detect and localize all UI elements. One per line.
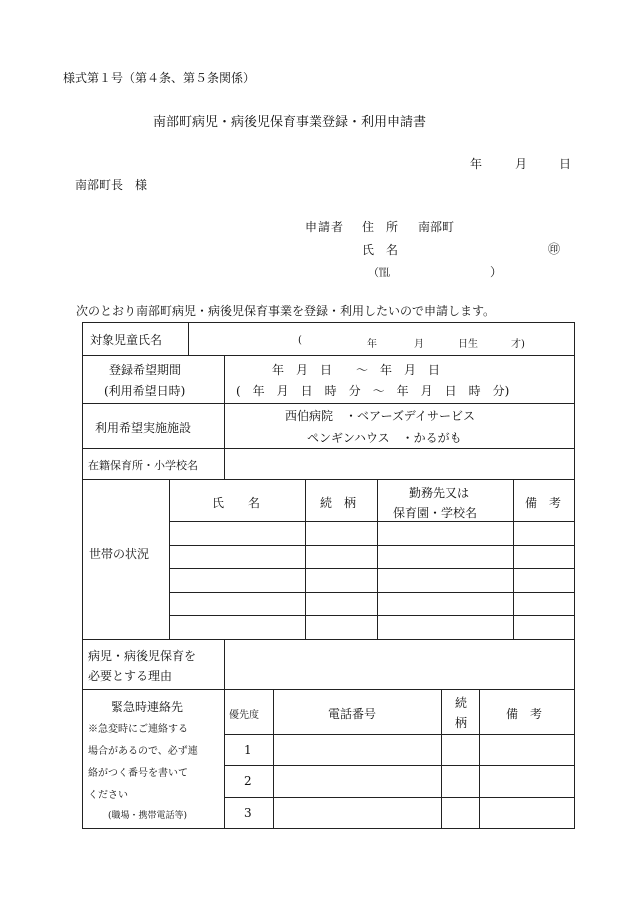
row-line (169, 545, 575, 546)
row-line (224, 765, 575, 766)
row-line (169, 615, 575, 616)
priority-3: 3 (244, 806, 252, 820)
household-header-remarks: 備 考 (525, 496, 562, 510)
row-line (224, 734, 575, 735)
emergency-header-relation-1: 続 (455, 696, 468, 710)
birth-year: 年 (367, 339, 377, 350)
row-line (169, 521, 575, 522)
row-line (82, 403, 575, 404)
emergency-note-4: ください (88, 790, 128, 801)
facility-options-1: 西伯病院 ・ベアーズデイサービス (285, 409, 475, 423)
birth-open: ( (298, 335, 302, 346)
reason-sublabel: 必要とする理由 (88, 669, 173, 683)
household-header-name: 氏 名 (212, 496, 261, 510)
emergency-label: 緊急時連絡先 (111, 700, 184, 714)
col-line (441, 689, 442, 829)
priority-1: 1 (244, 743, 252, 757)
form-number: 様式第１号（第４条、第５条関係） (63, 71, 256, 85)
household-header-relation: 続 柄 (320, 496, 357, 510)
emergency-header-phone: 電話番号 (328, 707, 377, 721)
page-title: 南部町病児・病後児保育事業登録・利用申請書 (153, 115, 427, 130)
school-label: 在籍保育所・小学校名 (88, 459, 198, 472)
row-line (169, 568, 575, 569)
intro-text: 次のとおり南部町病児・病後児保育事業を登録・利用したいので申請します。 (76, 304, 496, 318)
address-label: 住 所 (362, 220, 399, 234)
emergency-note-2: 場合があるので、必ず連 (88, 746, 198, 757)
tel-close: ） (490, 265, 503, 279)
birth-age: 才) (511, 339, 525, 350)
tel-open: （℡ (368, 266, 390, 279)
period-sublabel: (利用希望日時) (104, 384, 186, 398)
date-year-label: 年 (470, 157, 483, 171)
row-line (82, 689, 575, 690)
emergency-header-remarks: 備 考 (506, 707, 543, 721)
date-day-label: 日 (559, 157, 572, 171)
row-line (82, 639, 575, 640)
addressee: 南部町長 様 (75, 178, 148, 192)
child-name-label: 対象児童氏名 (90, 333, 163, 347)
period-date-line: 年 月 日 ～ 年 月 日 (272, 363, 441, 377)
emergency-note-3: 絡がつく番号を書いて (88, 768, 188, 779)
col-line (188, 322, 189, 355)
name-label: 氏 名 (362, 243, 399, 257)
emergency-header-priority: 優先度 (229, 710, 259, 721)
period-datetime-line: ( 年 月 日 時 分 ～ 年 月 日 時 分) (236, 384, 510, 398)
period-label: 登録希望期間 (109, 363, 182, 377)
address-value: 南部町 (418, 220, 455, 234)
birth-day: 日生 (458, 339, 478, 350)
row-line (169, 592, 575, 593)
row-line (224, 797, 575, 798)
col-line (273, 689, 274, 829)
reason-label: 病児・病後児保育を (88, 649, 197, 663)
applicant-label: 申請者 (305, 220, 345, 234)
household-header-work-1: 勤務先又は (409, 486, 470, 500)
row-line (82, 355, 575, 356)
birth-month: 月 (414, 339, 424, 350)
facility-options-2: ペンギンハウス ・かるがも (307, 431, 462, 445)
row-line (82, 479, 575, 480)
emergency-header-relation-2: 柄 (455, 716, 468, 730)
emergency-note-1: ※急変時にご連絡する (88, 724, 188, 735)
col-line (224, 355, 225, 479)
priority-2: 2 (244, 774, 252, 788)
emergency-note-5: (職場・携帯電話等) (108, 811, 188, 821)
row-line (82, 448, 575, 449)
household-header-work-2: 保育園・学校名 (393, 506, 478, 520)
household-label: 世帯の状況 (89, 547, 150, 561)
col-line (479, 689, 480, 829)
date-month-label: 月 (515, 157, 528, 171)
seal-mark: ㊞ (548, 242, 561, 256)
facility-label: 利用希望実施施設 (95, 421, 192, 435)
